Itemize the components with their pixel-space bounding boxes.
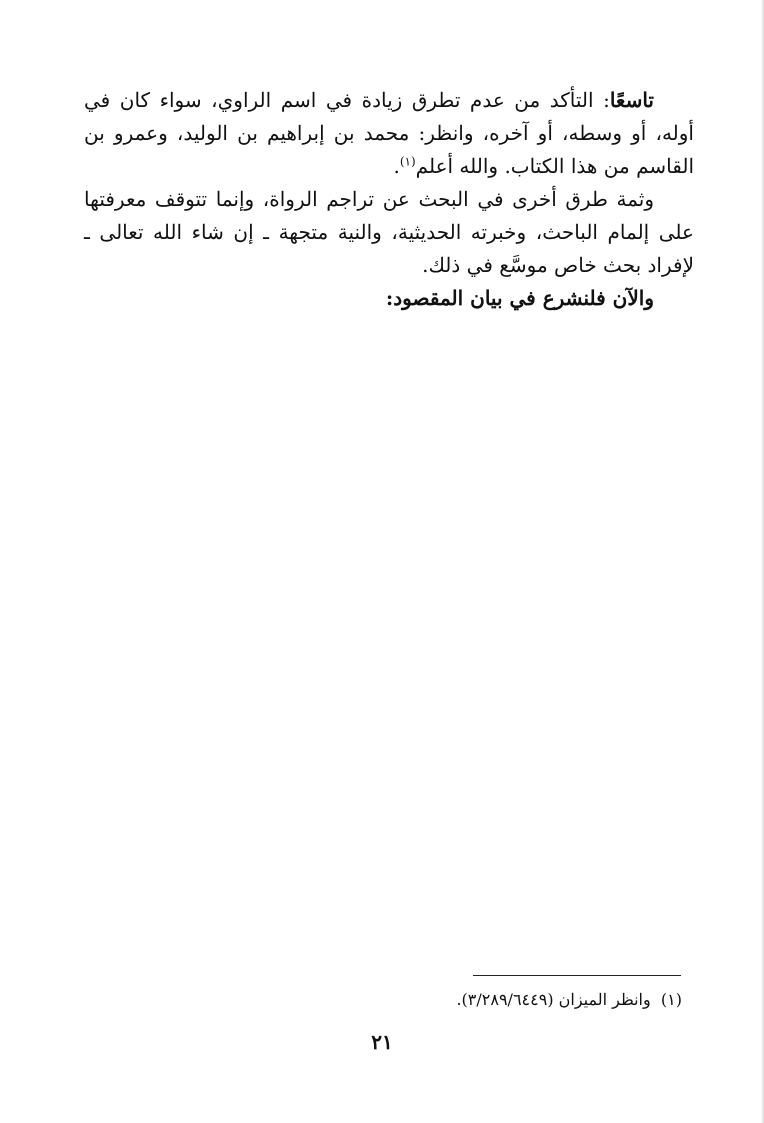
ninth-point-heading: تاسعًا xyxy=(609,88,654,112)
footnote xyxy=(84,988,682,1012)
footnote-number: (١) xyxy=(660,990,682,1009)
other-methods-text: وثمة طرق أخرى في البحث عن تراجم الرواة، وإنما تتوقف معرفتها على إلمام الباحث، وخبرته الحديثية، والنية متجهة ـ إن شاء الله تعالى ـ لإفراد بحث خاص موسَّع في ذلك. xyxy=(84,187,694,277)
paragraph-ninth-point xyxy=(84,84,694,183)
paragraph-transition xyxy=(84,282,694,315)
footnote-reference[interactable]: (١) xyxy=(399,154,416,169)
footnote-separator xyxy=(473,975,681,976)
ninth-point-end: . xyxy=(393,154,400,178)
paragraph-other-methods xyxy=(84,183,694,282)
transition-text: والآن فلنشرع في بيان المقصود: xyxy=(385,286,654,310)
ninth-point-text: : التأكد من عدم تطرق زيادة في اسم الراوي، سواء كان في أوله، أو وسطه، أو آخره، وانظر: محمد بن إبراهيم بن الوليد، وعمرو بن القاسم من هذا الكتاب. والله أعلم xyxy=(84,88,694,178)
footnote-text: وانظر الميزان (٣/٢٨٩/٦٤٤٩). xyxy=(456,990,651,1009)
page-number: ٢١ xyxy=(371,1030,393,1054)
main-text xyxy=(84,84,694,315)
